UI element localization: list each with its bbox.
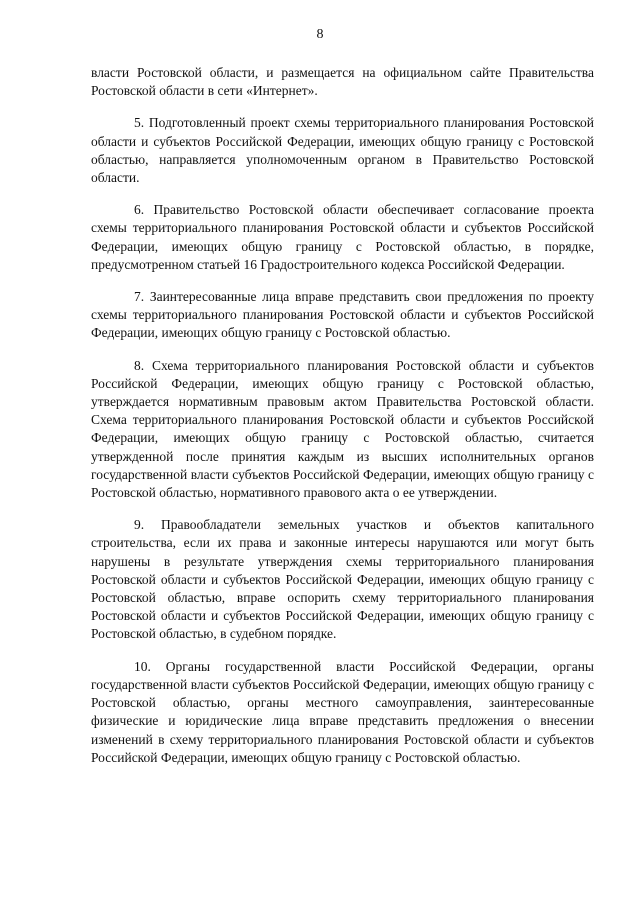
document-body bbox=[91, 64, 594, 781]
paragraph-item-5: 5. Подготовленный проект схемы территориального планирования Ростовской области и субъектов Российской Федерации, имеющих общую границу с Ростовской областью, направляется уполномоченным органом в Правительство Ростовской области. bbox=[91, 115, 594, 186]
paragraph-item-6: 6. Правительство Ростовской области обеспечивает согласование проекта схемы территориального планирования Ростовской области и субъектов Российской Федерации, имеющих общую границу с Ростовской областью, в порядке, предусмотренном статьей 16 Градостроительного кодекса Российской Федерации. bbox=[91, 202, 594, 272]
paragraph-item-7: 7. Заинтересованные лица вправе представить свои предложения по проекту схемы территориального планирования Ростовской области и субъектов Российской Федерации, имеющих общую границу с Ростовской областью. bbox=[91, 289, 594, 341]
page-number: 8 bbox=[316, 27, 324, 42]
paragraph-item-8: 8. Схема территориального планирования Ростовской области и субъектов Российской Федерации, имеющих общую границу с Ростовской областью, утверждается нормативным правовым актом Правительства Ростовской области. Схема территориального планирования Ростовской области и субъектов Российской Федерации, имеющих общую границу с Ростовской областью, считается утвержденной после принятия каждым из высших исполнительных органов государственной власти субъектов Российской Федерации, имеющих общую границу с Ростовской областью, нормативного правового акта о ее утверждении. bbox=[91, 357, 594, 501]
paragraph-continuation: власти Ростовской области, и размещается на официальном сайте Правительства Ростовской области в сети «Интернет». bbox=[91, 65, 594, 99]
paragraph-item-10: 10. Органы государственной власти Российской Федерации, органы государственной власти субъектов Российской Федерации, имеющих общую границу с Ростовской областью, органы местного самоуправления, заинтересованные физические и юридические лица вправе представить предложения о внесении изменений в схему территориального планирования Ростовской области и субъектов Российской Федерации, имеющих общую границу с Ростовской областью. bbox=[91, 658, 594, 765]
paragraph-item-9: 9. Правообладатели земельных участков и объектов капитального строительства, если их права и законные интересы нарушаются или могут быть нарушены в результате утверждения схемы территориального планирования Ростовской области и субъектов Российской Федерации, имеющих общую границу с Ростовской областью, вправе оспорить схему территориального планирования Ростовской области и субъектов Российской Федерации, имеющих общую границу с Ростовской областью, в судебном порядке. bbox=[91, 517, 594, 642]
